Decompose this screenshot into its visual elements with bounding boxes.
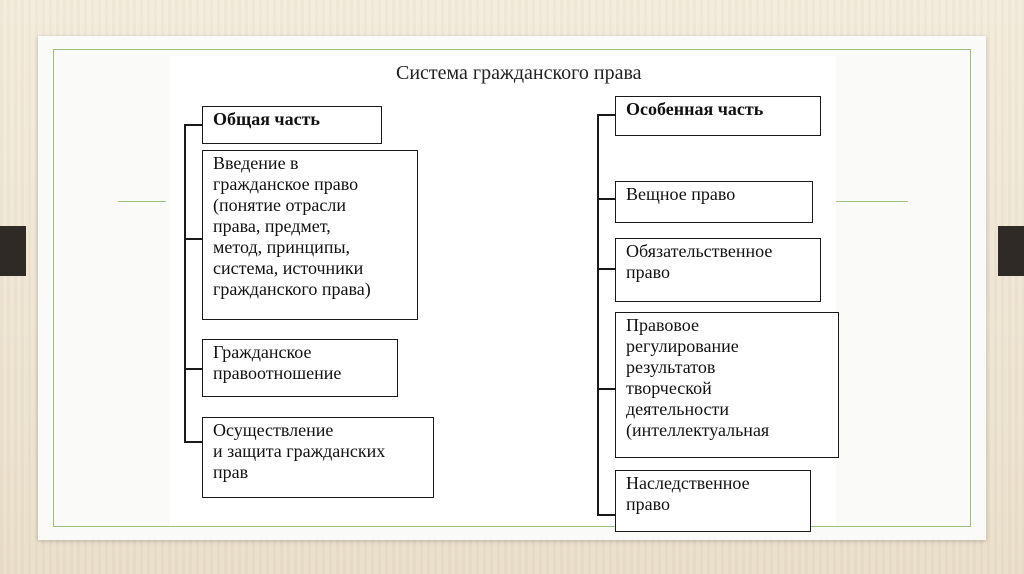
right-connector-vertical (597, 114, 599, 514)
civil-law-system-diagram (170, 56, 836, 526)
right-connector-item-2 (597, 268, 615, 270)
left-connector-item-1 (184, 238, 202, 240)
decorative-line-left (118, 201, 166, 202)
right-connector-item-4 (597, 514, 615, 516)
general-part-item-legal-relationship: Гражданское правоотношение (202, 339, 398, 397)
general-part-item-exercise-protection: Осуществление и защита гражданских прав (202, 417, 434, 498)
right-connector-item-1 (597, 198, 615, 200)
special-part-item-property-law: Вещное право (615, 181, 813, 223)
right-connector-header (597, 114, 615, 116)
left-side-tab (0, 226, 26, 276)
special-part-item-intellectual-property: Правовое регулирование результатов творческой деятельности (интеллектуальная (615, 312, 839, 458)
slide (38, 36, 986, 540)
general-part-item-introduction: Введение в гражданское право (понятие отрасли права, предмет, метод, принципы, система, источники гражданского права) (202, 150, 418, 320)
general-part-header: Общая часть (202, 106, 382, 144)
left-connector-header (184, 124, 202, 126)
special-part-header: Особенная часть (615, 96, 821, 136)
decorative-line-right (836, 201, 908, 202)
special-part-item-inheritance-law: Наследственное право (615, 470, 811, 532)
diagram-title: Система гражданского права (396, 62, 642, 84)
left-connector-vertical (184, 124, 186, 442)
right-connector-item-3 (597, 388, 615, 390)
left-connector-item-2 (184, 368, 202, 370)
special-part-item-obligations-law: Обязательственное право (615, 238, 821, 302)
left-connector-item-3 (184, 441, 202, 443)
right-side-tab (998, 226, 1024, 276)
